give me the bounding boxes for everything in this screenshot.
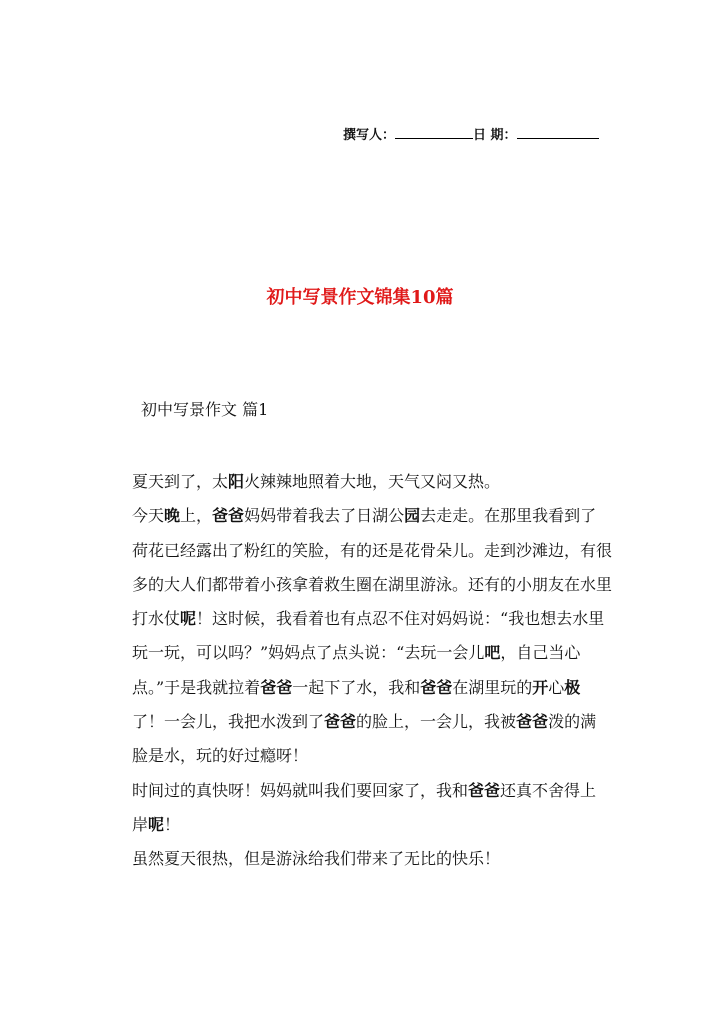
- bold-text: 阳: [228, 472, 245, 491]
- section-heading: 初中写景作文 篇1: [141, 400, 269, 419]
- bold-text: 极: [564, 677, 581, 697]
- bold-text: 开: [532, 677, 549, 697]
- bold-text: 爸爸: [260, 677, 293, 697]
- bold-text: 呢: [180, 609, 197, 629]
- essay-paragraph: 今天晚上，爸爸妈妈带着我去了日湖公园去走走。在那里我看到了荷花已经露出了粉红的笑脸，有的还是花骨朵儿。走到沙滩边，有很多的大人们都带着小孩拿着救生圈在湖里游泳。还有的小朋友在水里打水仗呢！这时候，我看着也有点忍不住对妈妈说：“我也想去水里玩一玩，可以吗？”妈妈点了点头说：“去玩一会儿吧，自己当心点。”于是我就拉着爸爸一起下了水，我和爸爸在湖里玩的开心极了！一会儿，我把水泼到了爸爸的脸上，一会儿，我被爸爸泼的满脸是水，玩的好过瘾呀！: [132, 506, 613, 766]
- date-blank: [517, 126, 599, 139]
- author-date-line: [343, 124, 613, 143]
- essay-paragraph: 夏天到了，太阳火辣辣地照着大地，天气又闷又热。: [132, 472, 501, 491]
- date-label: 日 期：: [473, 128, 517, 143]
- essay-paragraph: 虽然夏天很热，但是游泳给我们带来了无比的快乐！: [132, 849, 501, 869]
- bold-text: 爸爸: [468, 780, 501, 800]
- bold-text: 爸爸: [212, 506, 245, 526]
- bold-text: 爸爸: [420, 677, 453, 697]
- bold-text: 爸爸: [516, 712, 549, 732]
- essay-paragraph: 时间过的真快呀！妈妈就叫我们要回家了，我和爸爸还真不舍得上岸呢！: [132, 780, 597, 834]
- bold-text: 吧: [484, 643, 501, 663]
- bold-text: 园: [404, 506, 421, 526]
- author-label: 撰写人：: [343, 128, 396, 143]
- bold-text: 爸爸: [324, 712, 357, 732]
- author-blank: [395, 126, 473, 139]
- document-title: 初中写景作文锦集10篇: [266, 287, 454, 308]
- bold-text: 呢: [148, 814, 165, 834]
- bold-text: 晚: [164, 506, 181, 526]
- essay-body: [110, 465, 612, 877]
